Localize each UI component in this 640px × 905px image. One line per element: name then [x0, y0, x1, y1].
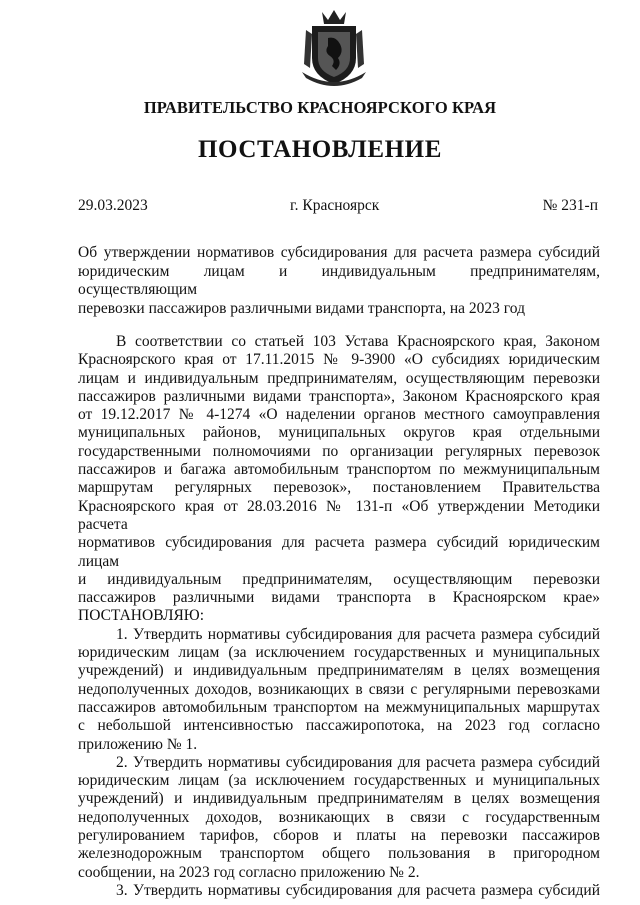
body-line: с небольшой интенсивностью пассажиропотока, на 2023 год согласно [78, 717, 600, 735]
body-line: нормативов субсидирования для расчета размера субсидий юридическим лицам [78, 534, 600, 570]
document-body [78, 333, 600, 900]
body-line: пассажиров различными видами транспорта», Законом Красноярского края [78, 387, 600, 405]
coat-of-arms-emblem [298, 8, 370, 88]
document-subject [78, 244, 600, 318]
body-line: сообщении, на 2023 год согласно приложению № 2. [78, 863, 420, 881]
body-line: приложению № 1. [78, 735, 198, 753]
body-line: от 19.12.2017 № 4-1274 «О наделении органов местного самоуправления [78, 406, 600, 424]
body-line: 2. Утвердить нормативы субсидирования для расчета размера субсидий [116, 753, 600, 771]
document-type-title: ПОСТАНОВЛЕНИЕ [197, 136, 443, 163]
body-line: 1. Утвердить нормативы субсидирования для расчета размера субсидий [116, 625, 600, 643]
document-date: 29.03.2023 [78, 197, 148, 214]
body-line: пассажиров различными видами транспорта в Красноярском крае» [78, 589, 600, 607]
body-line: пассажиров автомобильным транспортом на межмуниципальных маршрутах [78, 698, 600, 716]
subject-line: Об утверждении нормативов субсидирования для расчета размера субсидий [78, 244, 600, 261]
body-line: юридическим лицам (за исключением государственных и муниципальных [78, 644, 600, 662]
body-line: маршрутам регулярных перевозок», постановлением Правительства [78, 479, 600, 497]
document-city: г. Красноярск [290, 197, 380, 214]
body-line: железнодорожным транспортом общего пользования в пригородном [78, 845, 600, 863]
body-line: ПОСТАНОВЛЯЮ: [78, 607, 205, 625]
body-line: учреждений) и индивидуальным предпринимателям в целях возмещения [78, 662, 600, 680]
body-line: пассажиров и багажа автомобильным транспортом по межмуниципальным [78, 461, 600, 479]
body-line: Красноярского края от 17.11.2015 № 9-3900 «О субсидиях юридическим [78, 351, 600, 369]
body-line: учреждений) и индивидуальным предпринимателям в целях возмещения [78, 790, 600, 808]
body-line: муниципальных районов, муниципальных округов края отдельными [78, 424, 600, 442]
document-number: № 231-п [542, 197, 598, 214]
subject-line: юридическим лицам и индивидуальным предпринимателям, осуществляющим [78, 262, 600, 298]
body-line: недополученных доходов, возникающих в связи с регулярными перевозками [78, 680, 600, 698]
body-line: юридическим лицам (за исключением государственных и муниципальных [78, 772, 600, 790]
body-line: государственными полномочиями по организации регулярных перевозок [78, 442, 600, 460]
body-line: В соответствии со статьей 103 Устава Красноярского края, Законом [116, 333, 600, 350]
document-meta-row [78, 197, 598, 219]
body-line: и индивидуальным предпринимателям, осуществляющим перевозки [78, 570, 600, 588]
body-line: регулированием тарифов, сборов и платы на перевозки пассажиров [78, 827, 600, 845]
body-line: 3. Утвердить нормативы субсидирования для расчета размера субсидий [116, 881, 600, 899]
government-name: ПРАВИТЕЛЬСТВО КРАСНОЯРСКОГО КРАЯ [143, 98, 497, 117]
body-line: Красноярского края от 28.03.2016 № 131-п «Об утверждении Методики расчета [78, 497, 600, 533]
subject-line: перевозки пассажиров различными видами транспорта, на 2023 год [78, 299, 525, 317]
body-line: лицам и индивидуальным предпринимателям, осуществляющим перевозки [78, 369, 600, 387]
body-line: недополученных доходов, возникающих в связи с государственным [78, 808, 600, 826]
